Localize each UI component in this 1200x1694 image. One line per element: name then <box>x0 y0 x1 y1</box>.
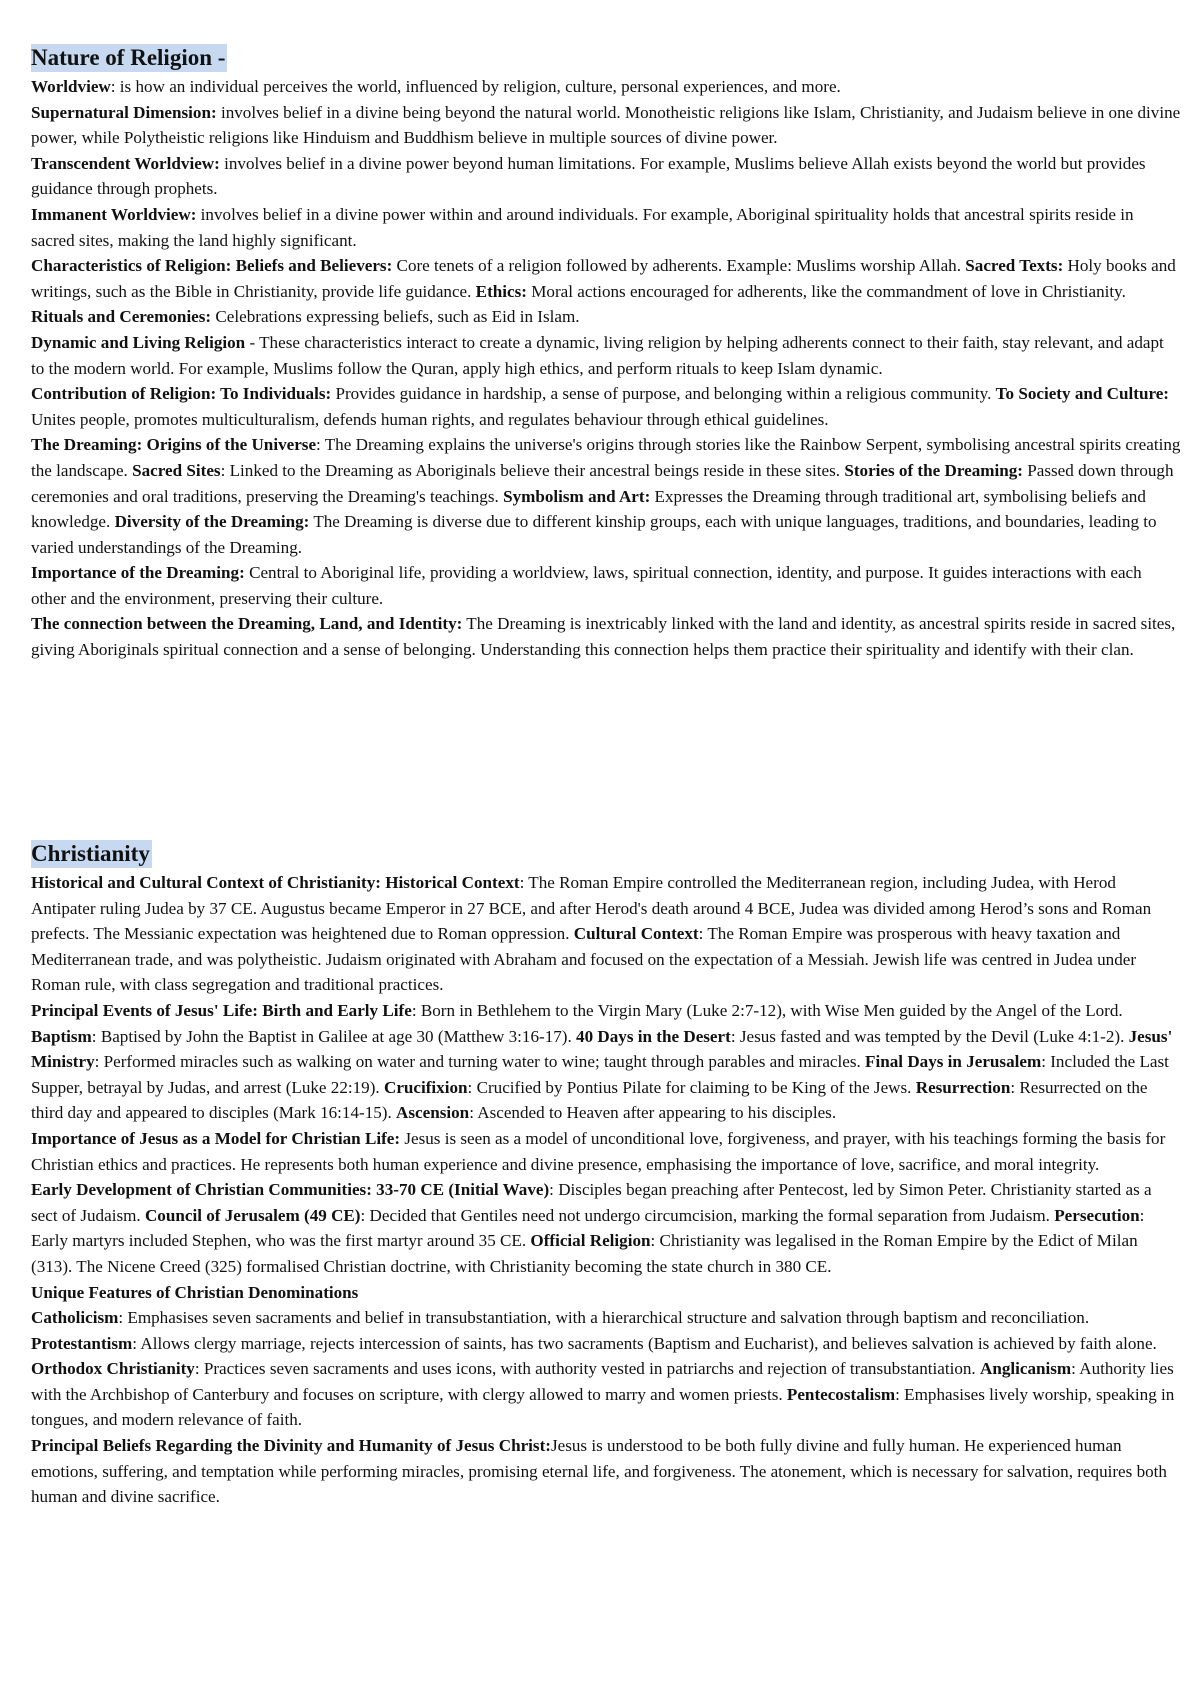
paragraph <box>31 560 1181 611</box>
bold-term: Crucifixion <box>383 1077 468 1097</box>
body-text: : Emphasises lively worship, speaking in tongues, and modern relevance of faith. <box>31 1384 1175 1430</box>
body-text: : Authority lies with the Archbishop of Canterbury and focuses on scripture, with clergy allowed to marry and women priests. <box>31 1359 1174 1404</box>
bold-term: Principal Beliefs Regarding the Divinity and Humanity of Jesus Christ: <box>31 1436 551 1456</box>
bold-term: Historical and Cultural Context of Christianity: Historical Context <box>31 873 520 892</box>
section-christianity <box>31 840 1181 1510</box>
body-text: : Jesus fasted and was tempted by the Devil (Luke 4:1-2). <box>730 1026 1129 1046</box>
section-body <box>31 870 1181 1510</box>
body-text: Central to Aboriginal life, providing a worldview, laws, spiritual connection, identity, and purpose. It guides interactions with each other and the environment, preserving their culture. <box>31 563 1142 608</box>
paragraph <box>31 611 1181 662</box>
section-heading <box>31 44 227 72</box>
body-text: Celebrations expressing beliefs, such as Eid in Islam. <box>211 307 580 327</box>
bold-term: Contribution of Religion: To Individuals: <box>31 384 332 404</box>
body-text: Provides guidance in hardship, a sense of purpose, and belonging within a religious community. <box>331 384 996 404</box>
body-text: : Christianity was legalised in the Roman Empire by the Edict of Milan (313). The Nicene Creed (325) formalised Christian doctrine, with Christianity becoming the state church in 380 CE. <box>31 1231 1138 1276</box>
bold-term: Official Religion <box>530 1231 651 1251</box>
body-text: : Decided that Gentiles need not undergo circumcision, marking the formal separation from Judaism. <box>360 1205 1055 1225</box>
body-text: Expresses the Dreaming through traditional art, symbolising beliefs and knowledge. <box>31 486 1146 532</box>
bold-term: 40 Days in the Desert <box>576 1026 731 1046</box>
bold-term: Final Days in Jerusalem <box>865 1052 1042 1072</box>
paragraph <box>31 253 1181 330</box>
paragraph <box>31 1126 1181 1177</box>
bold-term: Importance of the Dreaming: <box>31 563 245 583</box>
section-title: Nature of Religion <box>31 45 213 70</box>
bold-term: Supernatural Dimension: <box>31 102 217 122</box>
body-text: : The Dreaming explains the universe's origins through stories like the Rainbow Serpent, symbolising ancestral spirits creating the landscape. <box>31 435 1181 480</box>
body-text: : Performed miracles such as walking on water and turning water to wine; taught through parables and miracles. <box>94 1052 866 1072</box>
bold-term: Unique Features of Christian Denominations <box>31 1282 359 1302</box>
bold-term: Sacred Sites <box>132 460 221 480</box>
bold-term: Importance of Jesus as a Model for Christian Life: <box>31 1128 401 1148</box>
section-heading-row <box>31 840 1181 870</box>
bold-term: Dynamic and Living Religion <box>31 332 246 352</box>
bold-term: The connection between the Dreaming, Land, and Identity: <box>31 614 463 634</box>
body-text: Moral actions encouraged for adherents, like the commandment of love in Christianity. <box>526 281 1126 301</box>
body-text: involves belief in a divine power within and around individuals. For example, Aboriginal spirituality holds that ancestral spirits reside in sacred sites, making the land highly significant. <box>31 204 1134 250</box>
body-text: - These characteristics interact to create a dynamic, living religion by helping adherents connect to their faith, stay relevant, and adapt to the modern world. For example, Muslims follow the Quran, apply high ethics, and perform rituals to keep Islam dynamic. <box>31 332 1164 378</box>
section-heading: Christianity <box>31 841 150 866</box>
bold-term: Cultural Context <box>573 924 699 944</box>
bold-term: Symbolism and Art: <box>503 486 651 506</box>
body-text: Holy books and writings, such as the Bible in Christianity, provide life guidance. <box>31 256 1176 301</box>
bold-term: Resurrection <box>915 1077 1011 1097</box>
bold-term: Characteristics of Religion: Beliefs and Believers: <box>31 256 393 276</box>
bold-term: To Society and Culture: <box>995 384 1170 404</box>
body-text: involves belief in a divine being beyond the natural world. Monotheistic religions like Islam, Christianity, and Judaism believe in one divine power, while Polytheistic religions like Hinduism and Buddhism believe in multiple sources of divine power. <box>31 102 1181 148</box>
paragraph <box>31 870 1181 998</box>
bold-term: Transcendent Worldview: <box>31 153 220 173</box>
section-heading-row <box>31 44 1181 74</box>
body-text: : Resurrected on the third day and appeared to disciples (Mark 16:14-15). <box>31 1077 1148 1123</box>
body-text: Jesus is seen as a model of unconditional love, forgiveness, and prayer, with his teachings forming the basis for Christian ethics and practices. He represents both human experience and divine presence, emphasising the importance of love, sacrifice, and moral integrity. <box>31 1128 1166 1174</box>
bold-term: Early Development of Christian Communities: 33-70 CE (Initial Wave) <box>31 1180 550 1200</box>
body-text: : Ascended to Heaven after appearing to his disciples. <box>469 1103 837 1123</box>
bold-term: Rituals and Ceremonies: <box>31 307 212 327</box>
body-text: : Baptised by John the Baptist in Galilee at age 30 (Matthew 3:16-17). <box>91 1026 577 1046</box>
body-text: Passed down through ceremonies and oral traditions, preserving the Dreaming's teachings. <box>31 460 1174 506</box>
paragraph <box>31 1305 1181 1433</box>
bold-term: Catholicism <box>31 1308 119 1328</box>
paragraph <box>31 998 1181 1126</box>
body-text: : Early martyrs included Stephen, who was the first martyr around 35 CE. <box>31 1205 1145 1251</box>
body-text: : Crucified by Pontius Pilate for claiming to be King of the Jews. <box>467 1077 916 1097</box>
body-text: : Allows clergy marriage, rejects intercession of saints, has two sacraments (Baptism and Eucharist), and believes salvation is achieved by faith alone. <box>132 1333 1157 1353</box>
bold-term: Principal Events of Jesus' Life: Birth and Early Life <box>31 1000 412 1020</box>
body-text: : Emphasises seven sacraments and belief in transubstantiation, with a hierarchical structure and salvation through baptism and reconciliation. <box>118 1308 1090 1328</box>
paragraph <box>31 100 1181 151</box>
body-text: : The Roman Empire was prosperous with heavy taxation and Mediterranean trade, and was polytheistic. Judaism originated with Abraham and focused on the expectation of a Messiah. Jewish life was centred in Judea under Roman rule, with class segregation and traditional practices. <box>31 924 1137 995</box>
body-text: : Disciples began preaching after Pentecost, led by Simon Peter. Christianity started as a sect of Judaism. <box>31 1180 1152 1225</box>
paragraph <box>31 1433 1181 1510</box>
bold-term: Orthodox Christianity <box>31 1359 195 1379</box>
body-text: Jesus is understood to be both fully divine and fully human. He experienced human emotions, suffering, and temptation while performing miracles, promising eternal life, and forgiveness. The atonement, which is necessary for salvation, requires both human and divine sacrifice. <box>31 1436 1167 1507</box>
bold-term: Ascension <box>396 1103 470 1123</box>
bold-term: Diversity of the Dreaming: <box>114 512 310 532</box>
bold-term: Pentecostalism <box>786 1384 896 1404</box>
paragraph <box>31 74 1181 100</box>
bold-term: Ethics: <box>475 281 527 301</box>
bold-term: Council of Jerusalem (49 CE) <box>144 1205 361 1225</box>
paragraph <box>31 1280 1181 1306</box>
bold-term: Worldview <box>31 77 111 96</box>
body-text: : Born in Bethlehem to the Virgin Mary (Luke 2:7-12), with Wise Men guided by the Angel of the Lord. <box>411 1000 1123 1020</box>
paragraph <box>31 330 1181 381</box>
section-body <box>31 74 1181 663</box>
body-text: Core tenets of a religion followed by adherents. Example: Muslims worship Allah. <box>392 256 966 276</box>
paragraph <box>31 151 1181 202</box>
body-text: : Linked to the Dreaming as Aboriginals believe their ancestral beings reside in these sites. <box>220 460 845 480</box>
paragraph <box>31 432 1181 560</box>
bold-term: Stories of the Dreaming: <box>844 460 1023 480</box>
paragraph <box>31 1177 1181 1279</box>
section-nature-of-religion <box>31 44 1181 663</box>
body-text: : Practices seven sacraments and uses icons, with authority vested in patriarchs and rejection of transubstantiation. <box>194 1359 980 1379</box>
body-text: : Included the Last Supper, betrayal by Judas, and arrest (Luke 22:19). <box>31 1052 1169 1097</box>
body-text: The Dreaming is inextricably linked with the land and identity, as ancestral spirits reside in sacred sites, giving Aboriginals spiritual connection and a sense of belonging. Understanding this connection helps them practice their spirituality and identify with their clan. <box>31 614 1176 660</box>
bold-term: Jesus' Ministry <box>31 1026 1173 1072</box>
bold-term: The Dreaming: Origins of the Universe <box>31 435 317 455</box>
bold-term: Protestantism <box>31 1333 133 1353</box>
paragraph <box>31 381 1181 432</box>
body-text: : The Roman Empire controlled the Mediterranean region, including Judea, with Herod Antipater ruling Judea by 37 CE. Augustus became Emperor in 27 BCE, and after Herod's death around 4 BCE, Judea was divided among Herod’s sons and Roman prefects. The Messianic expectation was heightened due to Roman oppression. <box>31 873 1152 944</box>
bold-term: Persecution <box>1054 1205 1140 1225</box>
paragraph <box>31 202 1181 253</box>
body-text: Unites people, promotes multiculturalism, defends human rights, and regulates behaviour through ethical guidelines. <box>31 409 829 429</box>
bold-term: Baptism <box>31 1026 92 1046</box>
bold-term: Sacred Texts: <box>965 256 1064 276</box>
section-title-suffix: - <box>212 45 226 70</box>
body-text: involves belief in a divine power beyond human limitations. For example, Muslims believe Allah exists beyond the world but provides guidance through prophets. <box>31 153 1146 199</box>
body-text: : is how an individual perceives the world, influenced by religion, culture, personal experiences, and more. <box>110 77 841 96</box>
bold-term: Anglicanism <box>979 1359 1072 1379</box>
body-text: The Dreaming is diverse due to different kinship groups, each with unique languages, traditions, and boundaries, leading to varied understandings of the Dreaming. <box>31 512 1157 557</box>
bold-term: Immanent Worldview: <box>31 204 197 224</box>
